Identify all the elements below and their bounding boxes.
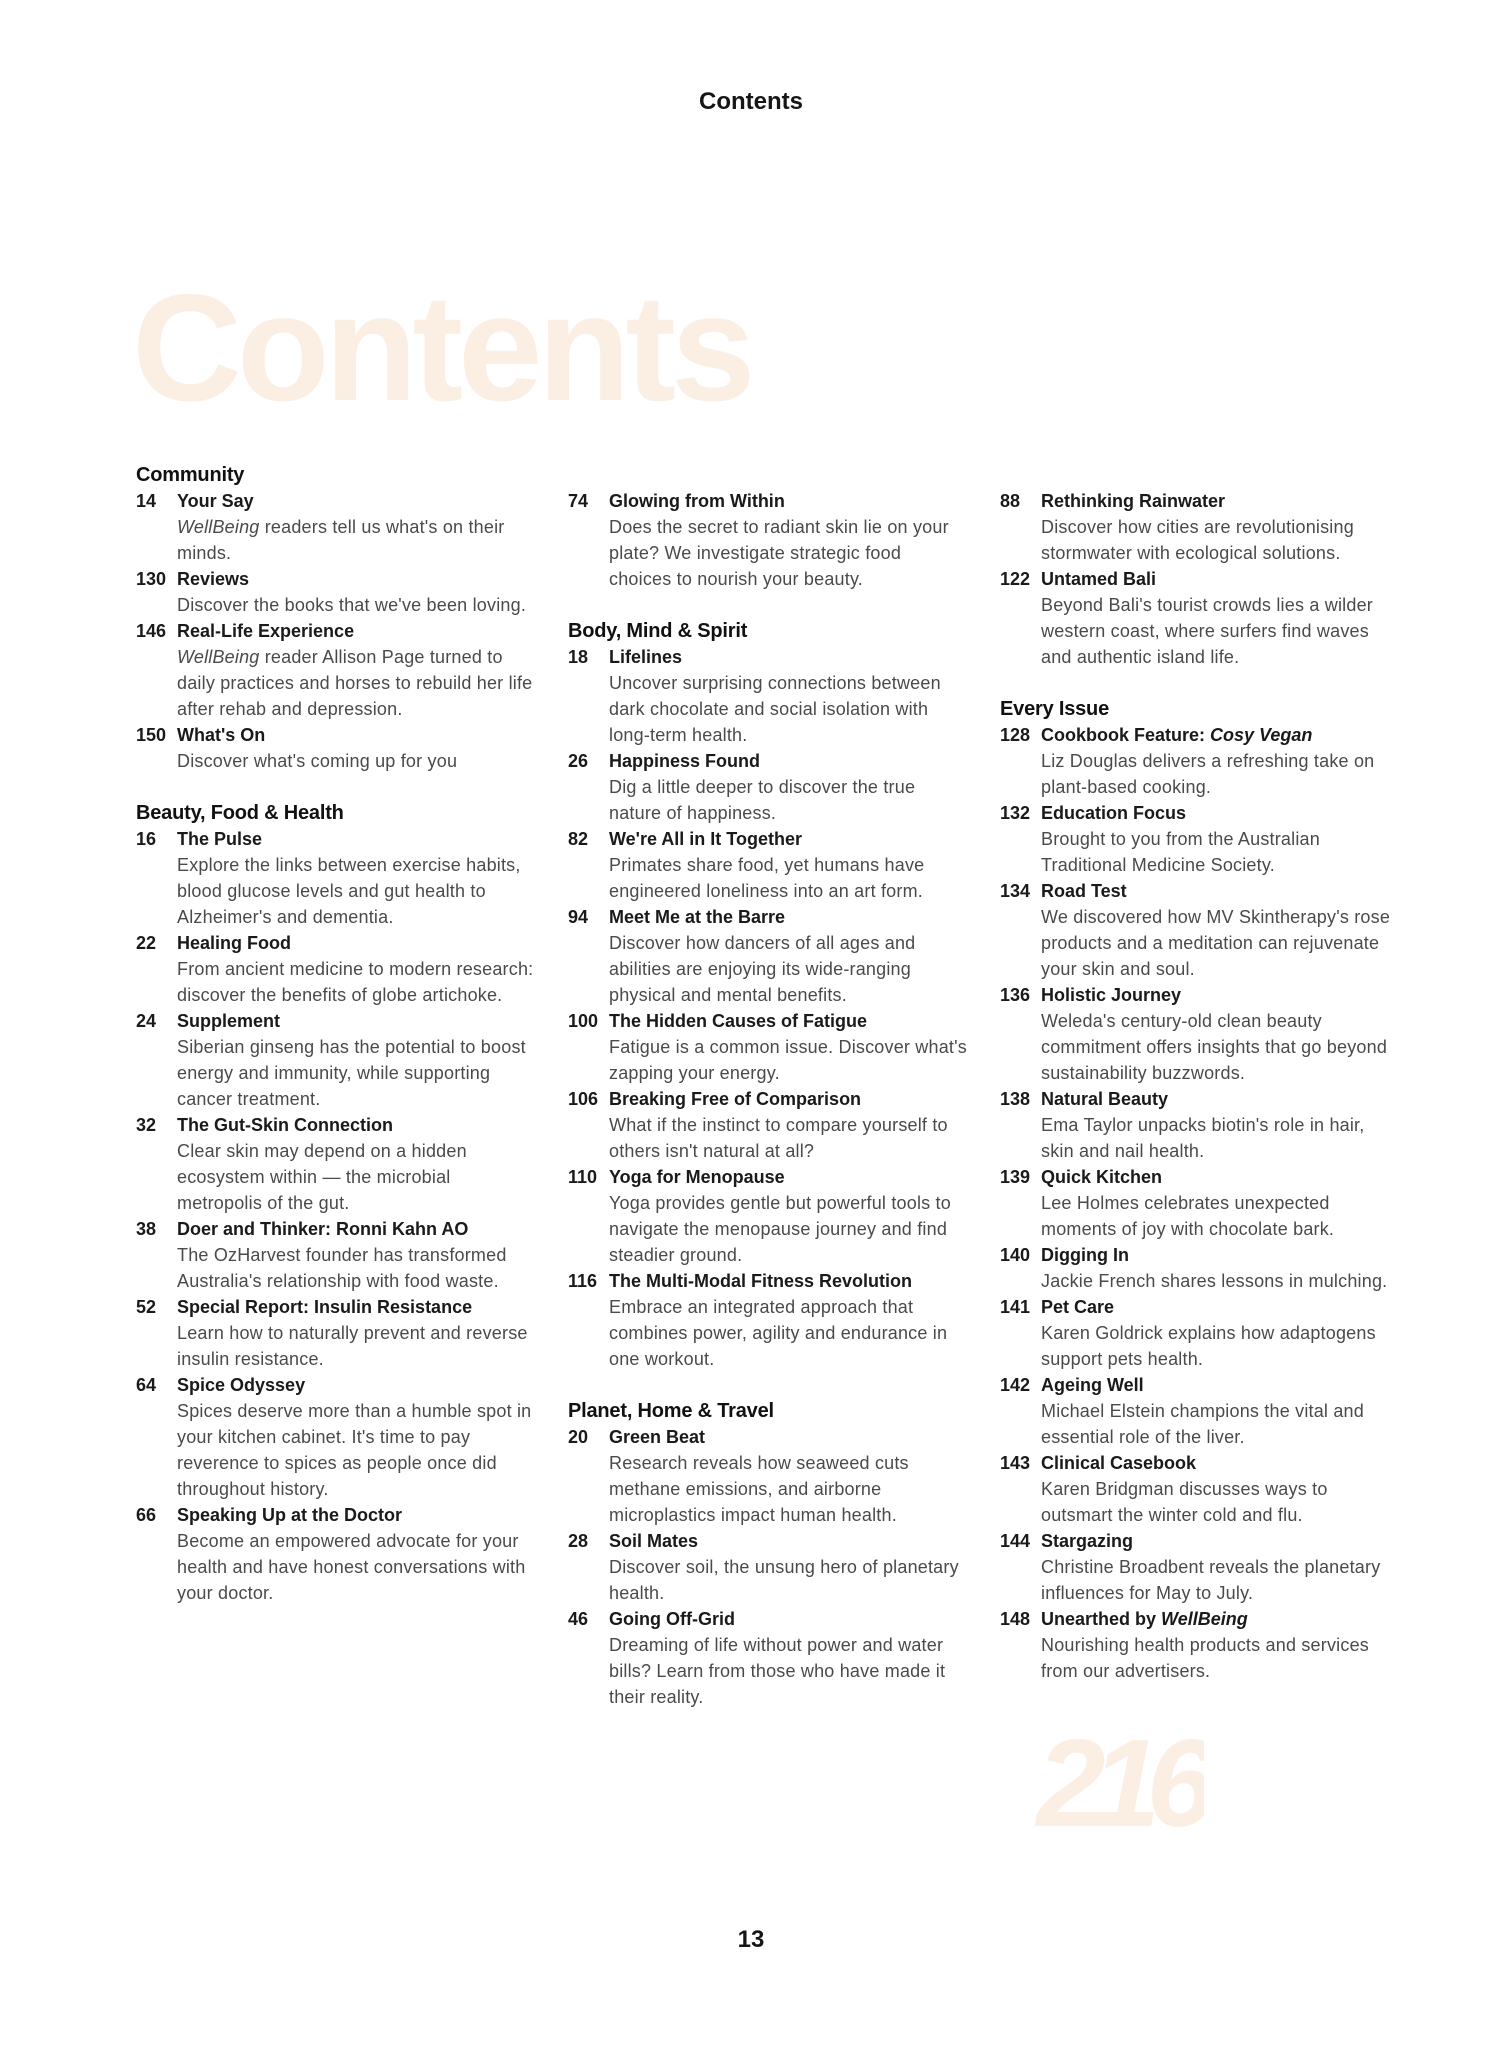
article-desc: The OzHarvest founder has transformed Australia's relationship with food waste. xyxy=(177,1245,507,1291)
article-desc: Ema Taylor unpacks biotin's role in hair, skin and nail health. xyxy=(1041,1115,1365,1161)
page-ref: 22 xyxy=(136,933,157,953)
article-desc: Lee Holmes celebrates unexpected moments of joy with chocolate bark. xyxy=(1041,1193,1335,1239)
page-ref: 122 xyxy=(1000,569,1031,589)
article-desc: WellBeing readers tell us what's on their minds. xyxy=(177,517,505,563)
svg-text:216: 216 xyxy=(1036,1718,1202,1838)
page-ref: 139 xyxy=(1000,1167,1031,1187)
toc-item[interactable] xyxy=(568,1008,968,1086)
toc-item[interactable] xyxy=(1000,800,1400,878)
article-desc: Become an empowered advocate for your health and have honest conversations with your doctor. xyxy=(177,1531,526,1603)
column-1 xyxy=(136,462,536,1632)
article-title: We're All in It Together xyxy=(609,829,802,849)
toc-item[interactable] xyxy=(1000,1372,1400,1450)
toc-item[interactable] xyxy=(568,904,968,1008)
toc-item[interactable] xyxy=(136,1008,536,1112)
page-title: Contents xyxy=(132,263,751,433)
section-beauty-food-health xyxy=(136,800,536,1606)
article-title: Pet Care xyxy=(1041,1297,1115,1317)
section-every-issue xyxy=(1000,696,1400,1684)
article-title: Speaking Up at the Doctor xyxy=(177,1505,403,1525)
article-title: Holistic Journey xyxy=(1041,985,1182,1005)
toc-item[interactable] xyxy=(1000,722,1400,800)
article-desc: From ancient medicine to modern research: discover the benefits of globe artichoke. xyxy=(177,959,534,1005)
article-desc: Jackie French shares lessons in mulching. xyxy=(1041,1271,1388,1291)
article-title: Education Focus xyxy=(1041,803,1187,823)
section-planet-continued xyxy=(1000,488,1400,670)
article-title: Going Off-Grid xyxy=(609,1609,735,1629)
toc-item[interactable] xyxy=(136,1294,536,1372)
section-title: Every Issue xyxy=(1000,698,1109,720)
article-desc: Explore the links between exercise habits, blood glucose levels and gut health to Alzheimer's and dementia. xyxy=(177,855,521,927)
toc-item[interactable] xyxy=(136,618,536,722)
article-title: Reviews xyxy=(177,569,250,589)
page-ref: 116 xyxy=(568,1271,598,1291)
article-title: Your Say xyxy=(177,491,254,511)
section-body-mind-spirit xyxy=(568,618,968,1372)
article-desc: Nourishing health products and services from our advertisers. xyxy=(1041,1635,1369,1681)
article-title: Soil Mates xyxy=(609,1531,699,1551)
section-beauty-continued xyxy=(568,488,968,592)
article-title: Natural Beauty xyxy=(1041,1089,1169,1109)
toc-item[interactable] xyxy=(568,1164,968,1268)
section-title: Beauty, Food & Health xyxy=(136,802,344,824)
toc-item[interactable] xyxy=(1000,1294,1400,1372)
column-3 xyxy=(1000,462,1400,1710)
toc-item[interactable] xyxy=(136,1216,536,1294)
page-ref: 150 xyxy=(136,725,167,745)
page-ref: 110 xyxy=(568,1167,598,1187)
page-ref: 38 xyxy=(136,1219,157,1239)
toc-item[interactable] xyxy=(136,722,536,774)
page-ref: 46 xyxy=(568,1609,589,1629)
toc-item[interactable] xyxy=(1000,1606,1400,1684)
article-title: Clinical Casebook xyxy=(1041,1453,1197,1473)
toc-item[interactable] xyxy=(1000,1086,1400,1164)
article-desc: Brought to you from the Australian Traditional Medicine Society. xyxy=(1041,829,1320,875)
section-title: Body, Mind & Spirit xyxy=(568,620,748,642)
toc-item[interactable] xyxy=(1000,566,1400,670)
article-title: Healing Food xyxy=(177,933,291,953)
section-title: Community xyxy=(136,464,245,486)
page-ref: 66 xyxy=(136,1505,157,1525)
section-title: Planet, Home & Travel xyxy=(568,1400,774,1422)
page-ref: 16 xyxy=(136,829,157,849)
page-ref: 142 xyxy=(1000,1375,1031,1395)
article-title: Doer and Thinker: Ronni Kahn AO xyxy=(177,1219,469,1239)
article-desc: Clear skin may depend on a hidden ecosystem within — the microbial metropolis of the gut. xyxy=(177,1141,467,1213)
article-title: Quick Kitchen xyxy=(1041,1167,1163,1187)
page-ref: 106 xyxy=(568,1089,599,1109)
toc-item[interactable] xyxy=(568,1268,968,1372)
article-desc: Uncover surprising connections between dark chocolate and social isolation with long-term health. xyxy=(609,673,941,745)
page-ref: 14 xyxy=(136,491,157,511)
page-ref: 143 xyxy=(1000,1453,1031,1473)
page-ref: 74 xyxy=(568,491,589,511)
article-title: Lifelines xyxy=(609,647,683,667)
article-title: The Gut-Skin Connection xyxy=(177,1115,393,1135)
page-ref: 138 xyxy=(1000,1089,1031,1109)
page-ref: 88 xyxy=(1000,491,1021,511)
article-title: The Hidden Causes of Fatigue xyxy=(609,1011,868,1031)
article-desc: Christine Broadbent reveals the planetary influences for May to July. xyxy=(1041,1557,1381,1603)
article-desc: Karen Goldrick explains how adaptogens support pets health. xyxy=(1041,1323,1376,1369)
article-title: Spice Odyssey xyxy=(177,1375,306,1395)
page-ref: 144 xyxy=(1000,1531,1031,1551)
toc-item[interactable] xyxy=(136,488,536,566)
section-planet-home-travel xyxy=(568,1398,968,1710)
page-ref: 148 xyxy=(1000,1609,1031,1629)
article-title: Rethinking Rainwater xyxy=(1041,491,1226,511)
article-desc: Research reveals how seaweed cuts methane emissions, and airborne microplastics impact human health. xyxy=(609,1453,909,1525)
article-desc: We discovered how MV Skintherapy's rose products and a meditation can rejuvenate your skin and soul. xyxy=(1041,907,1391,979)
page-ref: 32 xyxy=(136,1115,157,1135)
article-title: Stargazing xyxy=(1041,1531,1134,1551)
page-ref: 64 xyxy=(136,1375,157,1395)
article-desc: Dig a little deeper to discover the true nature of happiness. xyxy=(609,777,916,823)
toc-item[interactable] xyxy=(136,1502,536,1606)
page-ref: 100 xyxy=(568,1011,599,1031)
article-title: Cookbook Feature: Cosy Vegan xyxy=(1041,725,1313,745)
article-desc: Siberian ginseng has the potential to boost energy and immunity, while supporting cancer treatment. xyxy=(177,1037,526,1109)
page-ref: 94 xyxy=(568,907,589,927)
page-ref: 134 xyxy=(1000,881,1031,901)
article-title: Meet Me at the Barre xyxy=(609,907,786,927)
article-desc: Discover the books that we've been loving. xyxy=(177,595,527,615)
article-desc: What if the instinct to compare yourself to others isn't natural at all? xyxy=(609,1115,948,1161)
page-ref: 130 xyxy=(136,569,167,589)
toc-item[interactable] xyxy=(136,826,536,930)
page-ref: 140 xyxy=(1000,1245,1031,1265)
toc-item[interactable] xyxy=(568,826,968,904)
article-desc: Discover soil, the unsung hero of planetary health. xyxy=(609,1557,959,1603)
article-title: Yoga for Menopause xyxy=(609,1167,785,1187)
article-desc: Learn how to naturally prevent and reverse insulin resistance. xyxy=(177,1323,528,1369)
toc-item[interactable] xyxy=(136,566,536,618)
article-desc: Fatigue is a common issue. Discover what's zapping your energy. xyxy=(609,1037,967,1083)
page-ref: 128 xyxy=(1000,725,1031,745)
article-title: Real-Life Experience xyxy=(177,621,355,641)
article-desc: Primates share food, yet humans have engineered loneliness into an art form. xyxy=(609,855,925,901)
article-desc: Dreaming of life without power and water bills? Learn from those who have made it their reality. xyxy=(609,1635,946,1707)
page-ref: 18 xyxy=(568,647,589,667)
article-desc: Discover what's coming up for you xyxy=(177,751,458,771)
article-desc: Does the secret to radiant skin lie on your plate? We investigate strategic food choices to nourish your beauty. xyxy=(609,517,949,589)
article-title: Supplement xyxy=(177,1011,281,1031)
toc-item[interactable] xyxy=(1000,1242,1400,1294)
article-desc: Karen Bridgman discusses ways to outsmart the winter cold and flu. xyxy=(1041,1479,1328,1525)
page-ref: 52 xyxy=(136,1297,157,1317)
page-ref: 146 xyxy=(136,621,167,641)
issue-number-graphic xyxy=(1034,1718,1204,1838)
article-title: Untamed Bali xyxy=(1041,569,1157,589)
page-ref: 136 xyxy=(1000,985,1031,1005)
toc-item[interactable] xyxy=(136,1372,536,1502)
toc-item[interactable] xyxy=(1000,1450,1400,1528)
article-title: Glowing from Within xyxy=(609,491,785,511)
article-desc: Spices deserve more than a humble spot in your kitchen cabinet. It's time to pay reverence to spices as people once did throughout history. xyxy=(177,1401,532,1499)
running-head: Contents xyxy=(699,88,803,115)
toc-item[interactable] xyxy=(568,488,968,592)
article-desc: Beyond Bali's tourist crowds lies a wilder western coast, where surfers find waves and authentic island life. xyxy=(1041,595,1373,667)
article-desc: Yoga provides gentle but powerful tools to navigate the menopause journey and find steadier ground. xyxy=(609,1193,951,1265)
article-title: Special Report: Insulin Resistance xyxy=(177,1297,473,1317)
toc-item[interactable] xyxy=(136,930,536,1008)
article-title: Unearthed by WellBeing xyxy=(1041,1609,1248,1629)
section-community xyxy=(136,462,536,774)
article-desc: Discover how cities are revolutionising stormwater with ecological solutions. xyxy=(1041,517,1354,563)
toc-item[interactable] xyxy=(568,1606,968,1710)
toc-item[interactable] xyxy=(1000,878,1400,982)
toc-item[interactable] xyxy=(568,1528,968,1606)
article-title: Green Beat xyxy=(609,1427,706,1447)
toc-item[interactable] xyxy=(1000,982,1400,1086)
article-title: Road Test xyxy=(1041,881,1127,901)
toc-item[interactable] xyxy=(1000,488,1400,566)
article-title: Digging In xyxy=(1041,1245,1129,1265)
article-title: The Pulse xyxy=(177,829,263,849)
article-desc: Liz Douglas delivers a refreshing take on plant-based cooking. xyxy=(1041,751,1375,797)
article-title: Ageing Well xyxy=(1041,1375,1144,1395)
toc-item[interactable] xyxy=(568,748,968,826)
page-ref: 28 xyxy=(568,1531,589,1551)
page-number: 13 xyxy=(737,1926,765,1953)
page-ref: 141 xyxy=(1000,1297,1031,1317)
page-ref: 20 xyxy=(568,1427,589,1447)
article-desc: Embrace an integrated approach that combines power, agility and endurance in one workout. xyxy=(609,1297,948,1369)
article-desc: WellBeing reader Allison Page turned to daily practices and horses to rebuild her life after rehab and depression. xyxy=(177,647,533,719)
page-ref: 26 xyxy=(568,751,589,771)
article-desc: Discover how dancers of all ages and abilities are enjoying its wide-ranging physical and mental benefits. xyxy=(609,933,916,1005)
article-title: The Multi-Modal Fitness Revolution xyxy=(609,1271,912,1291)
toc-item[interactable] xyxy=(568,1086,968,1164)
page-ref: 24 xyxy=(136,1011,157,1031)
page-ref: 132 xyxy=(1000,803,1031,823)
toc-item[interactable] xyxy=(568,644,968,748)
article-desc: Weleda's century-old clean beauty commitment offers insights that go beyond sustainability buzzwords. xyxy=(1041,1011,1388,1083)
article-desc: Michael Elstein champions the vital and essential role of the liver. xyxy=(1041,1401,1364,1447)
article-title: Breaking Free of Comparison xyxy=(609,1089,862,1109)
column-2 xyxy=(568,462,968,1736)
article-title: Happiness Found xyxy=(609,751,761,771)
toc-item[interactable] xyxy=(1000,1164,1400,1242)
page-ref: 82 xyxy=(568,829,589,849)
toc-item[interactable] xyxy=(568,1424,968,1528)
toc-item[interactable] xyxy=(1000,1528,1400,1606)
toc-item[interactable] xyxy=(136,1112,536,1216)
article-title: What's On xyxy=(177,725,266,745)
